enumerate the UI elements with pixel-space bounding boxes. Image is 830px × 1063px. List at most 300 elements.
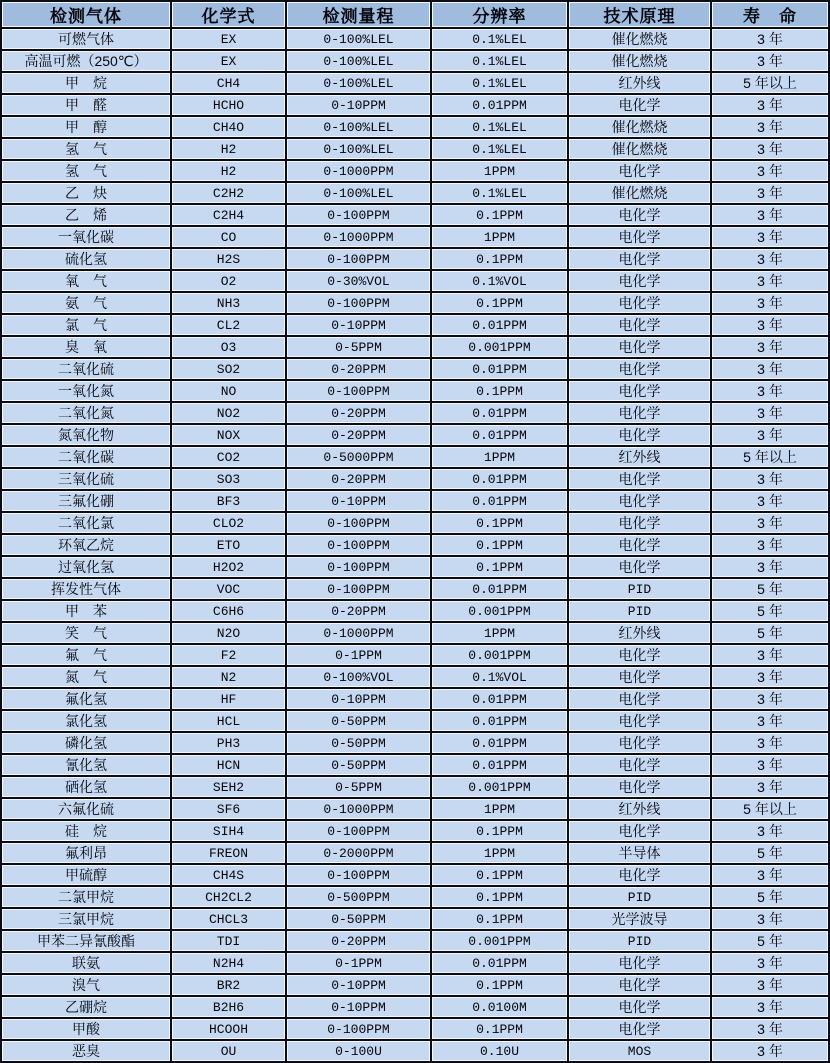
- principle-cell: 电化学: [568, 424, 711, 446]
- resolution-cell: 0.01PPM: [431, 94, 568, 116]
- table-row: [1, 842, 829, 864]
- range-cell: 0-100%LEL: [286, 72, 431, 94]
- table-row: [1, 380, 829, 402]
- lifespan-cell: 5 年: [711, 578, 829, 600]
- resolution-cell: 0.1%LEL: [431, 28, 568, 50]
- range-cell: 0-30%VOL: [286, 270, 431, 292]
- gas-cell: 氟 气: [1, 644, 171, 666]
- table-row: [1, 776, 829, 798]
- gas-cell: 一氧化碳: [1, 226, 171, 248]
- table-row: [1, 182, 829, 204]
- gas-cell: 六氟化硫: [1, 798, 171, 820]
- lifespan-cell: 3 年: [711, 534, 829, 556]
- lifespan-cell: 3 年: [711, 138, 829, 160]
- range-cell: 0-100PPM: [286, 578, 431, 600]
- resolution-cell: 0.1PPM: [431, 908, 568, 930]
- lifespan-cell: 3 年: [711, 754, 829, 776]
- principle-cell: 电化学: [568, 292, 711, 314]
- formula-cell: SEH2: [171, 776, 286, 798]
- table-row: [1, 314, 829, 336]
- gas-cell: 溴气: [1, 974, 171, 996]
- resolution-cell: 0.01PPM: [431, 490, 568, 512]
- table-row: [1, 600, 829, 622]
- lifespan-cell: 5 年: [711, 600, 829, 622]
- lifespan-cell: 3 年: [711, 776, 829, 798]
- resolution-cell: 0.01PPM: [431, 402, 568, 424]
- table-row: [1, 512, 829, 534]
- gas-cell: 乙硼烷: [1, 996, 171, 1018]
- table-row: [1, 468, 829, 490]
- formula-cell: NO2: [171, 402, 286, 424]
- formula-cell: PH3: [171, 732, 286, 754]
- range-cell: 0-100%LEL: [286, 182, 431, 204]
- principle-cell: 电化学: [568, 732, 711, 754]
- principle-cell: 电化学: [568, 644, 711, 666]
- resolution-cell: 0.1PPM: [431, 292, 568, 314]
- formula-cell: HCOOH: [171, 1018, 286, 1040]
- resolution-cell: 0.001PPM: [431, 930, 568, 952]
- formula-cell: CH2CL2: [171, 886, 286, 908]
- table-row: [1, 732, 829, 754]
- principle-cell: PID: [568, 886, 711, 908]
- range-cell: 0-100U: [286, 1040, 431, 1062]
- lifespan-cell: 3 年: [711, 644, 829, 666]
- resolution-cell: 0.1%LEL: [431, 116, 568, 138]
- range-cell: 0-1000PPM: [286, 160, 431, 182]
- formula-cell: VOC: [171, 578, 286, 600]
- gas-cell: 氰化氢: [1, 754, 171, 776]
- lifespan-cell: 3 年: [711, 358, 829, 380]
- formula-cell: C6H6: [171, 600, 286, 622]
- range-cell: 0-100PPM: [286, 380, 431, 402]
- table-row: [1, 116, 829, 138]
- gas-cell: 三氧化硫: [1, 468, 171, 490]
- range-cell: 0-100PPM: [286, 248, 431, 270]
- formula-cell: SF6: [171, 798, 286, 820]
- range-cell: 0-10PPM: [286, 94, 431, 116]
- resolution-cell: 0.1PPM: [431, 886, 568, 908]
- range-cell: 0-100PPM: [286, 1018, 431, 1040]
- resolution-cell: 0.01PPM: [431, 358, 568, 380]
- formula-cell: C2H4: [171, 204, 286, 226]
- resolution-cell: 0.1PPM: [431, 248, 568, 270]
- gas-cell: 三氯甲烷: [1, 908, 171, 930]
- lifespan-cell: 3 年: [711, 94, 829, 116]
- range-cell: 0-100PPM: [286, 204, 431, 226]
- formula-cell: CL2: [171, 314, 286, 336]
- principle-cell: 电化学: [568, 490, 711, 512]
- range-cell: 0-20PPM: [286, 358, 431, 380]
- gas-cell: 乙 炔: [1, 182, 171, 204]
- range-cell: 0-5PPM: [286, 776, 431, 798]
- gas-cell: 甲 醇: [1, 116, 171, 138]
- resolution-cell: 0.1%LEL: [431, 182, 568, 204]
- principle-cell: 电化学: [568, 336, 711, 358]
- resolution-cell: 0.1PPM: [431, 820, 568, 842]
- range-cell: 0-100PPM: [286, 292, 431, 314]
- lifespan-cell: 5 年: [711, 622, 829, 644]
- range-cell: 0-100PPM: [286, 820, 431, 842]
- table-row: [1, 710, 829, 732]
- resolution-cell: 0.001PPM: [431, 644, 568, 666]
- formula-cell: FREON: [171, 842, 286, 864]
- lifespan-cell: 3 年: [711, 314, 829, 336]
- principle-cell: 催化燃烧: [568, 138, 711, 160]
- gas-cell: 二氯甲烷: [1, 886, 171, 908]
- col-header-range: 检测量程: [286, 1, 431, 28]
- table-row: [1, 138, 829, 160]
- gas-cell: 臭 氧: [1, 336, 171, 358]
- resolution-cell: 0.1PPM: [431, 556, 568, 578]
- table-row: [1, 974, 829, 996]
- lifespan-cell: 3 年: [711, 248, 829, 270]
- range-cell: 0-100PPM: [286, 534, 431, 556]
- resolution-cell: 0.1%VOL: [431, 270, 568, 292]
- resolution-cell: 0.1%LEL: [431, 72, 568, 94]
- lifespan-cell: 5 年以上: [711, 446, 829, 468]
- range-cell: 0-20PPM: [286, 402, 431, 424]
- table-row: [1, 72, 829, 94]
- range-cell: 0-10PPM: [286, 688, 431, 710]
- gas-cell: 氟利昂: [1, 842, 171, 864]
- resolution-cell: 0.001PPM: [431, 776, 568, 798]
- principle-cell: PID: [568, 600, 711, 622]
- range-cell: 0-20PPM: [286, 424, 431, 446]
- principle-cell: 电化学: [568, 776, 711, 798]
- range-cell: 0-10PPM: [286, 974, 431, 996]
- table-row: [1, 28, 829, 50]
- gas-cell: 二氧化硫: [1, 358, 171, 380]
- gas-cell: 二氧化碳: [1, 446, 171, 468]
- lifespan-cell: 3 年: [711, 490, 829, 512]
- gas-cell: 氟化氢: [1, 688, 171, 710]
- resolution-cell: 0.001PPM: [431, 336, 568, 358]
- gas-cell: 氮氧化物: [1, 424, 171, 446]
- table-row: [1, 270, 829, 292]
- formula-cell: CH4: [171, 72, 286, 94]
- principle-cell: 催化燃烧: [568, 182, 711, 204]
- range-cell: 0-100%VOL: [286, 666, 431, 688]
- lifespan-cell: 3 年: [711, 952, 829, 974]
- formula-cell: HF: [171, 688, 286, 710]
- range-cell: 0-50PPM: [286, 754, 431, 776]
- table-row: [1, 798, 829, 820]
- col-header-lifespan: 寿 命: [711, 1, 829, 28]
- range-cell: 0-100%LEL: [286, 28, 431, 50]
- resolution-cell: 0.1PPM: [431, 204, 568, 226]
- resolution-cell: 0.1PPM: [431, 512, 568, 534]
- resolution-cell: 0.1PPM: [431, 534, 568, 556]
- gas-cell: 二氧化氯: [1, 512, 171, 534]
- range-cell: 0-100PPM: [286, 556, 431, 578]
- table-row: [1, 226, 829, 248]
- table-row: [1, 490, 829, 512]
- resolution-cell: 0.0100M: [431, 996, 568, 1018]
- formula-cell: NOX: [171, 424, 286, 446]
- gas-cell: 氢 气: [1, 160, 171, 182]
- table-row: [1, 1040, 829, 1062]
- resolution-cell: 0.1%VOL: [431, 666, 568, 688]
- principle-cell: 红外线: [568, 622, 711, 644]
- resolution-cell: 1PPM: [431, 226, 568, 248]
- table-row: [1, 578, 829, 600]
- range-cell: 0-10PPM: [286, 996, 431, 1018]
- range-cell: 0-50PPM: [286, 710, 431, 732]
- range-cell: 0-1000PPM: [286, 622, 431, 644]
- resolution-cell: 0.01PPM: [431, 578, 568, 600]
- gas-cell: 甲 苯: [1, 600, 171, 622]
- principle-cell: 催化燃烧: [568, 28, 711, 50]
- lifespan-cell: 3 年: [711, 50, 829, 72]
- formula-cell: O3: [171, 336, 286, 358]
- principle-cell: 催化燃烧: [568, 116, 711, 138]
- formula-cell: O2: [171, 270, 286, 292]
- gas-cell: 恶臭: [1, 1040, 171, 1062]
- table-row: [1, 908, 829, 930]
- range-cell: 0-500PPM: [286, 886, 431, 908]
- lifespan-cell: 5 年: [711, 886, 829, 908]
- range-cell: 0-20PPM: [286, 468, 431, 490]
- col-header-formula: 化学式: [171, 1, 286, 28]
- table-row: [1, 534, 829, 556]
- principle-cell: 电化学: [568, 666, 711, 688]
- principle-cell: 催化燃烧: [568, 50, 711, 72]
- gas-cell: 氧 气: [1, 270, 171, 292]
- formula-cell: F2: [171, 644, 286, 666]
- principle-cell: 电化学: [568, 226, 711, 248]
- lifespan-cell: 3 年: [711, 688, 829, 710]
- header-row: [1, 1, 829, 28]
- formula-cell: N2O: [171, 622, 286, 644]
- principle-cell: 电化学: [568, 160, 711, 182]
- formula-cell: CO2: [171, 446, 286, 468]
- gas-cell: 氢 气: [1, 138, 171, 160]
- table-row: [1, 248, 829, 270]
- principle-cell: 电化学: [568, 1018, 711, 1040]
- range-cell: 0-10PPM: [286, 314, 431, 336]
- lifespan-cell: 3 年: [711, 1018, 829, 1040]
- principle-cell: 红外线: [568, 798, 711, 820]
- lifespan-cell: 3 年: [711, 424, 829, 446]
- gas-cell: 三氟化硼: [1, 490, 171, 512]
- principle-cell: MOS: [568, 1040, 711, 1062]
- col-header-principle: 技术原理: [568, 1, 711, 28]
- range-cell: 0-100%LEL: [286, 138, 431, 160]
- principle-cell: PID: [568, 930, 711, 952]
- resolution-cell: 1PPM: [431, 622, 568, 644]
- formula-cell: TDI: [171, 930, 286, 952]
- formula-cell: H2O2: [171, 556, 286, 578]
- table-row: [1, 666, 829, 688]
- col-header-resolution: 分辨率: [431, 1, 568, 28]
- formula-cell: HCL: [171, 710, 286, 732]
- table-row: [1, 644, 829, 666]
- formula-cell: SO3: [171, 468, 286, 490]
- table-row: [1, 292, 829, 314]
- formula-cell: NH3: [171, 292, 286, 314]
- formula-cell: H2: [171, 138, 286, 160]
- gas-cell: 氯化氢: [1, 710, 171, 732]
- lifespan-cell: 3 年: [711, 908, 829, 930]
- formula-cell: CLO2: [171, 512, 286, 534]
- table-row: [1, 402, 829, 424]
- range-cell: 0-1PPM: [286, 644, 431, 666]
- table-row: [1, 556, 829, 578]
- gas-cell: 甲 烷: [1, 72, 171, 94]
- resolution-cell: 0.10U: [431, 1040, 568, 1062]
- range-cell: 0-50PPM: [286, 732, 431, 754]
- principle-cell: 电化学: [568, 512, 711, 534]
- lifespan-cell: 3 年: [711, 204, 829, 226]
- resolution-cell: 0.01PPM: [431, 468, 568, 490]
- principle-cell: 电化学: [568, 94, 711, 116]
- resolution-cell: 0.1%LEL: [431, 138, 568, 160]
- formula-cell: HCHO: [171, 94, 286, 116]
- lifespan-cell: 5 年以上: [711, 72, 829, 94]
- resolution-cell: 0.01PPM: [431, 754, 568, 776]
- resolution-cell: 0.1PPM: [431, 380, 568, 402]
- resolution-cell: 0.01PPM: [431, 424, 568, 446]
- formula-cell: SO2: [171, 358, 286, 380]
- formula-cell: HCN: [171, 754, 286, 776]
- range-cell: 0-1000PPM: [286, 226, 431, 248]
- resolution-cell: 0.1PPM: [431, 864, 568, 886]
- table-row: [1, 952, 829, 974]
- range-cell: 0-100PPM: [286, 864, 431, 886]
- table-row: [1, 754, 829, 776]
- gas-cell: 甲苯二异氰酸酯: [1, 930, 171, 952]
- gas-cell: 笑 气: [1, 622, 171, 644]
- resolution-cell: 1PPM: [431, 160, 568, 182]
- resolution-cell: 0.01PPM: [431, 688, 568, 710]
- gas-cell: 氯 气: [1, 314, 171, 336]
- principle-cell: 电化学: [568, 314, 711, 336]
- gas-cell: 硫化氢: [1, 248, 171, 270]
- resolution-cell: 0.01PPM: [431, 732, 568, 754]
- lifespan-cell: 3 年: [711, 864, 829, 886]
- lifespan-cell: 3 年: [711, 116, 829, 138]
- gas-cell: 氨 气: [1, 292, 171, 314]
- formula-cell: OU: [171, 1040, 286, 1062]
- gas-cell: 高温可燃（250℃）: [1, 50, 171, 72]
- formula-cell: CHCL3: [171, 908, 286, 930]
- resolution-cell: 1PPM: [431, 798, 568, 820]
- resolution-cell: 0.01PPM: [431, 952, 568, 974]
- lifespan-cell: 3 年: [711, 468, 829, 490]
- principle-cell: 电化学: [568, 380, 711, 402]
- table-row: [1, 424, 829, 446]
- principle-cell: 电化学: [568, 556, 711, 578]
- lifespan-cell: 3 年: [711, 512, 829, 534]
- resolution-cell: 0.01PPM: [431, 710, 568, 732]
- range-cell: 0-1PPM: [286, 952, 431, 974]
- formula-cell: C2H2: [171, 182, 286, 204]
- formula-cell: ETO: [171, 534, 286, 556]
- lifespan-cell: 3 年: [711, 820, 829, 842]
- range-cell: 0-5PPM: [286, 336, 431, 358]
- gas-cell: 过氧化氢: [1, 556, 171, 578]
- lifespan-cell: 3 年: [711, 160, 829, 182]
- table-row: [1, 688, 829, 710]
- gas-cell: 甲 醛: [1, 94, 171, 116]
- formula-cell: BF3: [171, 490, 286, 512]
- gas-cell: 甲酸: [1, 1018, 171, 1040]
- resolution-cell: 0.1%LEL: [431, 50, 568, 72]
- principle-cell: 电化学: [568, 974, 711, 996]
- formula-cell: N2H4: [171, 952, 286, 974]
- col-header-gas: 检测气体: [1, 1, 171, 28]
- formula-cell: CO: [171, 226, 286, 248]
- range-cell: 0-100%LEL: [286, 50, 431, 72]
- range-cell: 0-5000PPM: [286, 446, 431, 468]
- principle-cell: 电化学: [568, 820, 711, 842]
- gas-cell: 联氨: [1, 952, 171, 974]
- range-cell: 0-50PPM: [286, 908, 431, 930]
- lifespan-cell: 3 年: [711, 974, 829, 996]
- gas-cell: 氮 气: [1, 666, 171, 688]
- principle-cell: 电化学: [568, 468, 711, 490]
- formula-cell: CH4O: [171, 116, 286, 138]
- lifespan-cell: 3 年: [711, 710, 829, 732]
- gas-cell: 二氧化氮: [1, 402, 171, 424]
- formula-cell: B2H6: [171, 996, 286, 1018]
- lifespan-cell: 3 年: [711, 1040, 829, 1062]
- resolution-cell: 1PPM: [431, 842, 568, 864]
- principle-cell: 电化学: [568, 864, 711, 886]
- formula-cell: NO: [171, 380, 286, 402]
- gas-cell: 可燃气体: [1, 28, 171, 50]
- principle-cell: 电化学: [568, 952, 711, 974]
- principle-cell: 电化学: [568, 270, 711, 292]
- gas-cell: 硅 烷: [1, 820, 171, 842]
- formula-cell: EX: [171, 28, 286, 50]
- table-row: [1, 204, 829, 226]
- principle-cell: 电化学: [568, 688, 711, 710]
- principle-cell: 电化学: [568, 754, 711, 776]
- lifespan-cell: 3 年: [711, 556, 829, 578]
- formula-cell: CH4S: [171, 864, 286, 886]
- lifespan-cell: 3 年: [711, 336, 829, 358]
- range-cell: 0-100PPM: [286, 512, 431, 534]
- gas-cell: 磷化氢: [1, 732, 171, 754]
- resolution-cell: 1PPM: [431, 446, 568, 468]
- gas-cell: 硒化氢: [1, 776, 171, 798]
- table-row: [1, 160, 829, 182]
- table-row: [1, 996, 829, 1018]
- principle-cell: 电化学: [568, 204, 711, 226]
- principle-cell: 红外线: [568, 72, 711, 94]
- formula-cell: H2: [171, 160, 286, 182]
- principle-cell: 电化学: [568, 996, 711, 1018]
- range-cell: 0-2000PPM: [286, 842, 431, 864]
- principle-cell: 电化学: [568, 534, 711, 556]
- table-row: [1, 930, 829, 952]
- table-row: [1, 50, 829, 72]
- lifespan-cell: 3 年: [711, 996, 829, 1018]
- table-row: [1, 886, 829, 908]
- table-row: [1, 820, 829, 842]
- lifespan-cell: 3 年: [711, 402, 829, 424]
- lifespan-cell: 3 年: [711, 732, 829, 754]
- gas-cell: 甲硫醇: [1, 864, 171, 886]
- lifespan-cell: 3 年: [711, 182, 829, 204]
- principle-cell: 红外线: [568, 446, 711, 468]
- lifespan-cell: 5 年以上: [711, 798, 829, 820]
- formula-cell: SIH4: [171, 820, 286, 842]
- range-cell: 0-10PPM: [286, 490, 431, 512]
- spec-table-body: [1, 28, 829, 1062]
- table-row: [1, 1018, 829, 1040]
